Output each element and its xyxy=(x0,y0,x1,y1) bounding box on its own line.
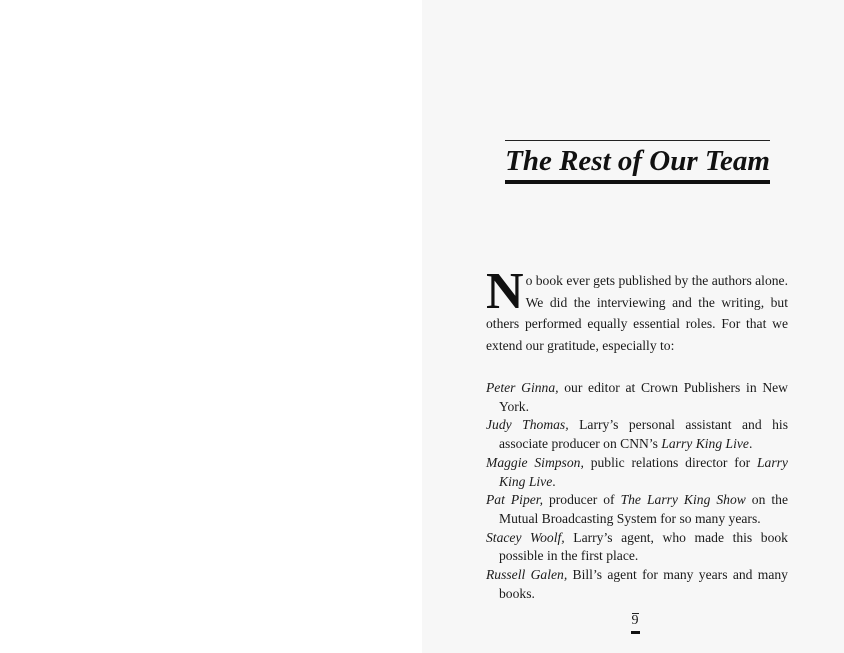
entry-text: . xyxy=(748,436,753,452)
entry-text: Bill’s agent for many years and many books. xyxy=(499,567,788,601)
page-number: 9 xyxy=(631,613,639,628)
italic-text: Russell Galen, xyxy=(486,567,568,583)
list-item xyxy=(486,566,788,603)
chapter-title: The Rest of Our Team xyxy=(505,145,770,177)
entry-text: public relations director for xyxy=(583,454,757,470)
list-item xyxy=(486,379,788,416)
list-item xyxy=(486,529,788,566)
entry-text: producer of xyxy=(542,492,621,508)
intro-text: o book ever gets published by the authors alone. We did the interviewing and the writing, but others performed equally essential roles. For that we extend our gratitude, especially to: xyxy=(486,273,788,353)
acknowledgement-list xyxy=(486,379,788,603)
italic-text: Larry King Live xyxy=(661,436,749,452)
entry-text: Larry’s personal assistant and his associate producer on CNN’s xyxy=(499,417,788,452)
italic-text: Maggie Simpson, xyxy=(486,454,584,470)
entry-text: our editor at Crown Publishers in New York. xyxy=(499,380,788,414)
italic-text: Pat Piper, xyxy=(486,492,543,508)
italic-text: The Larry King Show xyxy=(620,492,746,508)
title-bottom-rule xyxy=(505,180,770,184)
italic-text: Larry King Live xyxy=(499,454,788,489)
list-item xyxy=(486,491,788,528)
intro-paragraph xyxy=(486,263,788,356)
drop-cap: N xyxy=(486,263,524,320)
italic-text: Judy Thomas, xyxy=(486,417,569,433)
list-item xyxy=(486,454,788,491)
page-number-bottom-rule xyxy=(631,631,640,634)
italic-text: Peter Ginna, xyxy=(486,380,559,395)
entry-text: Larry’s agent, who made this book possible in the first place. xyxy=(499,529,788,564)
entry-text: on the Mutual Broadcasting System for so many years. xyxy=(499,492,788,526)
title-top-rule xyxy=(505,140,770,141)
italic-text: Stacey Woolf, xyxy=(486,529,565,545)
list-item xyxy=(486,416,788,453)
entry-text: . xyxy=(552,473,556,489)
